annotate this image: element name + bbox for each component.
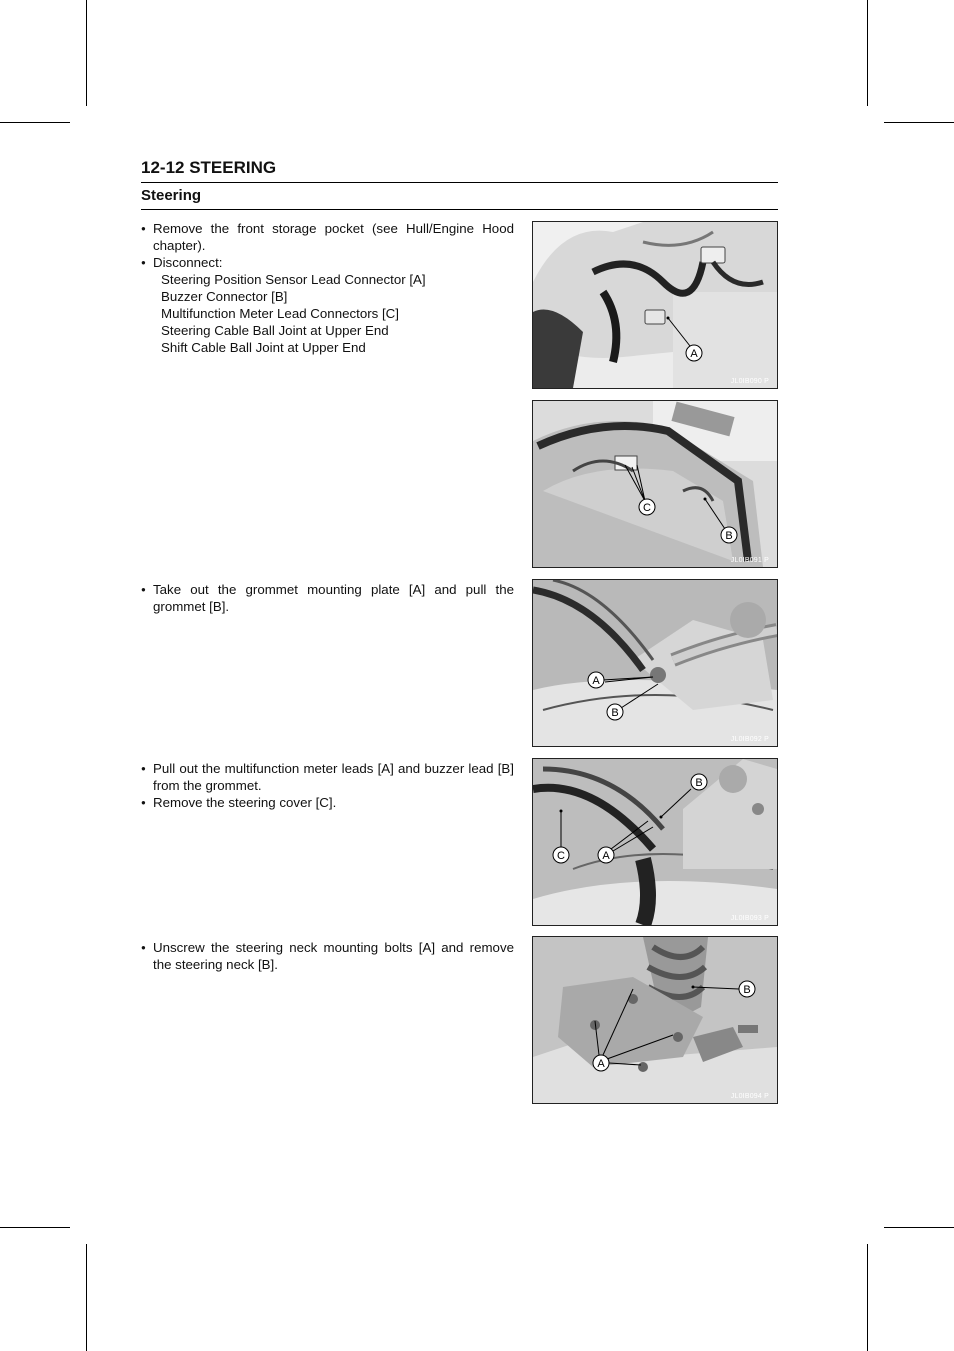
- step-2-text: [141, 581, 514, 615]
- figure-code: JL0IB094 P: [730, 1093, 769, 1100]
- callout-label: A: [592, 675, 600, 687]
- section-title: Steering: [141, 183, 778, 210]
- callout-label: B: [743, 984, 751, 996]
- figure-3-photo: [532, 579, 778, 747]
- figure-code: JL0IB090 P: [730, 378, 769, 385]
- callout-label: C: [557, 850, 565, 862]
- callout-label: B: [725, 530, 733, 542]
- crop-mark: [0, 122, 70, 123]
- callout-label: A: [690, 348, 698, 360]
- figure-2-photo: [532, 400, 778, 568]
- sub-item: Shift Cable Ball Joint at Upper End: [161, 340, 366, 355]
- sub-item: Multifunction Meter Lead Connectors [C]: [161, 306, 399, 321]
- sub-item: Steering Position Sensor Lead Connector [A]: [161, 272, 426, 287]
- bullet: ● Disconnect:: [141, 254, 514, 271]
- chapter-title: 12-12 STEERING: [141, 157, 778, 183]
- figure-code: JL0IB092 P: [730, 736, 769, 743]
- figure-code: JL0IB091 P: [730, 557, 769, 564]
- callout-label: A: [597, 1058, 605, 1070]
- figure-code: JL0IB093 P: [730, 915, 769, 922]
- step-1-text: [141, 220, 514, 356]
- callout-label: C: [643, 502, 651, 514]
- figure-1-photo: [532, 221, 778, 389]
- step-3-text: [141, 760, 514, 811]
- sub-item: Steering Cable Ball Joint at Upper End: [161, 323, 389, 338]
- figure-4-photo: [532, 758, 778, 926]
- callout-label: B: [695, 777, 703, 789]
- bullet: ● Take out the grommet mounting plate [A] and pull the grommet [B].: [141, 581, 514, 615]
- crop-mark: [86, 1244, 87, 1351]
- crop-mark: [867, 1244, 868, 1351]
- bullet: ● Unscrew the steering neck mounting bolts [A] and remove the steering neck [B].: [141, 939, 514, 973]
- crop-mark: [884, 1227, 954, 1228]
- sub-item: Buzzer Connector [B]: [161, 289, 288, 304]
- callout-label: B: [611, 707, 619, 719]
- callout-label: A: [602, 850, 610, 862]
- page-header: [141, 157, 778, 210]
- crop-mark: [86, 0, 87, 106]
- bullet: ● Pull out the multifunction meter leads [A] and buzzer lead [B] from the grommet.: [141, 760, 514, 794]
- bullet: ● Remove the steering cover [C].: [141, 794, 514, 811]
- crop-mark: [867, 0, 868, 106]
- crop-mark: [884, 122, 954, 123]
- figure-5-photo: [532, 936, 778, 1104]
- bullet: ● Remove the front storage pocket (see Hull/Engine Hood chapter).: [141, 220, 514, 254]
- crop-mark: [0, 1227, 70, 1228]
- step-4-text: [141, 939, 514, 973]
